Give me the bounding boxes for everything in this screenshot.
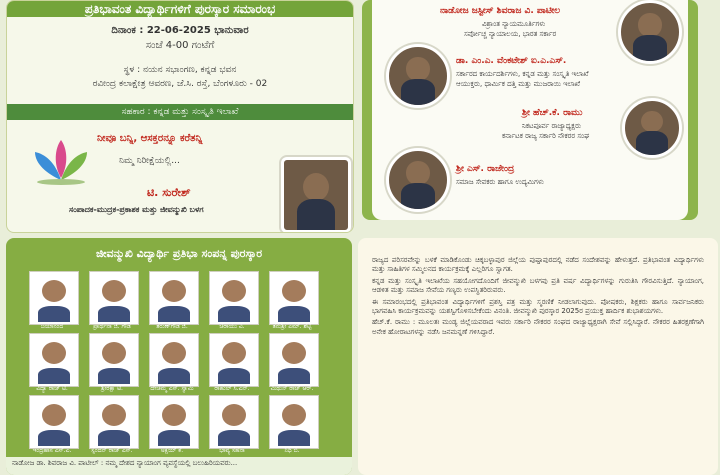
student-name: ತರುಣ್‌ಗೌಡ ಜಿ.: [156, 323, 188, 330]
guest-2-title-2: ಆಯುಕ್ತರು, ಧಾರ್ಮಿಕ ದತ್ತಿ ಮತ್ತು ಮುಜರಾಯಿ ಇಲಾಖೆ: [456, 80, 581, 88]
venue-line-2: ರವೀಂದ್ರ ಕಲಾಕ್ಷೇತ್ರ ಆವರಣ, ಜೆ.ಸಿ. ರಸ್ತೆ, ಬೆಂಗಳೂರು - 02: [92, 79, 268, 89]
guest-3-title-2: ಕರ್ನಾಟಕ ರಾಜ್ಯ ಸರ್ಕಾರಿ ನೌಕರರ ಸಂಘ: [502, 132, 590, 140]
host-photo: [281, 157, 351, 233]
student-name: ದೇಚಮ್ಮ ಎಸ್. ಸ್ವಾಮಿ: [150, 385, 194, 392]
host-title: ಸಂಪಾದಕ-ಮುದ್ರಕ-ಪ್ರಕಾಶಕ ಮತ್ತು ಜೀವನ್ಮುಖಿ ಬಳಗ: [69, 205, 204, 214]
student-photo: [210, 396, 258, 448]
article-paragraph: ರಾಜ್ಯದ ಪರಿಸರವೇನ್ನು ಬಳಕೆ ಮಾಡಿಕೊಂಡು ಚಿಕ್ಕಬಳ್ಳಾಪುರ ಜಿಲ್ಲೆಯ ಪುಷ್ಪಾಪುರದಲ್ಲಿ ನಡೆದ ಸಂದೇಶವನ್ನು ಹೇಳುತ್ತದೆ. ಪ್ರತಿಭಾವಂತ ವಿದ್ಯಾರ್ಥಿಗಳು ಮತ್ತು ಸಾಹಿತಿಗಳ ಸಮ್ಮಿಲನದ ಕಾರ್ಯಕ್ರಮಕ್ಕೆ ಎಲ್ಲರಿಗೂ ಸ್ವಾಗತ.: [372, 256, 704, 274]
student-photo: [90, 272, 138, 324]
guest-4-title-1: ಸಮಾಜ ಸೇವಕರು ಹಾಗೂ ಉದ್ಯಮಿಗಳು: [456, 178, 544, 186]
event-header: ಪ್ರತಿಭಾವಂತ ವಿದ್ಯಾರ್ಥಿಗಳಿಗೆ ಪುರಸ್ಕಾರ ಸಮಾರಂಭ: [7, 1, 353, 17]
article-body: [372, 256, 704, 339]
student-name: ಪ್ರಾರ್ಥನಾ ಜಿ. ಗೌಡ: [93, 323, 131, 330]
article-paragraph: ಹೆಚ್.ಕೆ. ರಾಮು : ಮೂಲತಃ ಮಂಡ್ಯ ಜಿಲ್ಲೆಯವರಾದ ಇವರು ಸರ್ಕಾರಿ ನೌಕರರ ಸಂಘದ ರಾಜ್ಯಾಧ್ಯಕ್ಷರಾಗಿ ಸೇವೆ ಸಲ್ಲಿಸಿದ್ದಾರೆ. ನೌಕರರ ಹಿತರಕ್ಷಣೆಗಾಗಿ ಅನೇಕ ಹೋರಾಟಗಳನ್ನು ನಡೆಸಿ ಜನಮನ್ನಣೆ ಗಳಿಸಿದ್ದಾರೆ.: [372, 318, 704, 336]
invitation-panel: [6, 0, 354, 233]
lotus-logo-icon: [29, 134, 93, 186]
student-photo: [150, 396, 198, 448]
student-name: ಶ್ರೀರಕ್ಷಾ ಟಿ.: [101, 385, 123, 392]
guest-1-title-2: ಸರ್ವೋಚ್ಚ ನ್ಯಾಯಾಲಯ, ಭಾರತ ಸರ್ಕಾರ: [464, 30, 557, 38]
guests-panel: [362, 0, 698, 220]
student-name: ಮಿಥುನ್ ರಾಜ್ ಆರ್.: [270, 385, 314, 392]
invite-line: ನೀವೂ ಬನ್ನಿ, ಆಸಕ್ತರನ್ನೂ ಕರೆತನ್ನಿ: [97, 133, 203, 144]
student-name: ಸ್ಪಂದನ್ ರಾಜ್ ಎಸ್.: [91, 447, 133, 454]
student-photo: [210, 272, 258, 324]
article-paragraph: ಈ ಸಮಾರಂಭದಲ್ಲಿ ಪ್ರತಿಭಾವಂತ ವಿದ್ಯಾರ್ಥಿಗಳಿಗೆ ಪ್ರಶಸ್ತಿ ಪತ್ರ ಮತ್ತು ಸ್ಮರಣಿಕೆ ನೀಡಲಾಗುವುದು. ಪೋಷಕರು, ಶಿಕ್ಷಕರು ಹಾಗೂ ಸಾರ್ವಜನಿಕರು ಭಾಗವಹಿಸಿ ಕಾರ್ಯಕ್ರಮವನ್ನು ಯಶಸ್ವಿಗೊಳಿಸಬೇಕೆಂದು ವಿನಂತಿ. ಜೀವನ್ಮುಖಿ ಪುರಸ್ಕಾರ 2025ರ ಪ್ರಯುಕ್ತ ಹಾರ್ದಿಕ ಶುಭಾಶಯಗಳು.: [372, 297, 704, 316]
guest-4-photo: [386, 148, 450, 212]
guest-4-name: ಶ್ರೀ ಎಸ್. ರಾಜೇಂದ್ರ: [456, 164, 515, 174]
student-photo: [270, 272, 318, 324]
guest-1-name: ನಾಡೋಜ ಜಸ್ಟೀಸ್ ಶಿವರಾಜ ವಿ. ಪಾಟೀಲ: [440, 6, 561, 16]
event-time: ಸಂಜೆ 4-00 ಗಂಟೆಗೆ: [145, 40, 215, 51]
guest-1-title-1: ವಿಶ್ರಾಂತ ನ್ಯಾಯಮೂರ್ತಿಗಳು: [482, 20, 546, 28]
event-date: ದಿನಾಂಕ : 22-06-2025 ಭಾನುವಾರ: [111, 25, 249, 36]
student-photo: [150, 272, 198, 324]
student-photo: [210, 334, 258, 386]
guest-1-photo: [618, 0, 682, 64]
venue-line-1: ಸ್ಥಳ : ನಯನ ಸಭಾಂಗಣ, ಕನ್ನಡ ಭವನ: [123, 65, 237, 75]
student-name: ಜಯಾನಂದ: [40, 323, 64, 330]
guest-2-title-1: ಸರ್ಕಾರದ ಕಾರ್ಯದರ್ಶಿಗಳು, ಕನ್ನಡ ಮತ್ತು ಸಂಸ್ಕೃತಿ ಇಲಾಖೆ: [456, 70, 589, 78]
student-name: ತನುಶ್ರೀ ಎಮ್. ಶೆಟ್ಟಿ: [272, 323, 312, 330]
support-band: ಸಹಕಾರ : ಕನ್ನಡ ಮತ್ತು ಸಂಸ್ಕೃತಿ ಇಲಾಖೆ: [7, 104, 353, 120]
host-name: ಟಿ. ಸುರೇಶ್: [147, 186, 191, 199]
expect-line: ನಿಮ್ಮ ನಿರೀಕ್ಷೆಯಲ್ಲಿ...: [119, 156, 180, 166]
student-name: ಭಾವ್ಯ ಸಹನಾ: [219, 447, 245, 454]
guest-3-photo: [622, 98, 682, 158]
guest-3-title-1: ನಿಕಟಪೂರ್ವ ರಾಜ್ಯಾಧ್ಯಕ್ಷರು: [522, 122, 582, 130]
student-photo: [270, 334, 318, 386]
student-photo: [270, 396, 318, 448]
student-name: ನಿಧಿ ಬಿ.: [284, 447, 300, 454]
student-name: ಚಿರಾಯು ವಿ.: [219, 323, 245, 330]
student-name: ಇಂದ್ರಹಾಸ ಎಸ್.ಎ.: [32, 447, 72, 454]
student-photo: [150, 334, 198, 386]
student-name: ಅಕ್ಷಯ್ ಕೆ.: [160, 447, 184, 454]
article-panel: [358, 238, 718, 475]
student-name: ವಿದ್ಯಾ ರಾಜ್ ಟಿ.: [36, 385, 68, 392]
student-name: ರಾಹುಲ್ ಸಿ.ಎನ್.: [214, 385, 250, 392]
student-photo: [30, 396, 78, 448]
guest-3-name: ಶ್ರೀ ಹೆಚ್.ಕೆ. ರಾಮು: [522, 108, 583, 118]
guest-2-name: ಡಾ. ಎಂ.ಎ. ವೆಂಕಟೇಶ್ ಐ.ಎ.ಎಸ್.: [456, 56, 567, 66]
students-header: ಜೀವನ್ಮುಖಿ ವಿದ್ಯಾರ್ಥಿ ಪ್ರತಿಭಾ ಸಂಪನ್ನ ಪುರಸ್ಕಾರ: [95, 247, 263, 260]
student-photo: [90, 334, 138, 386]
students-panel: [6, 238, 352, 475]
article-paragraph: ಕನ್ನಡ ಮತ್ತು ಸಂಸ್ಕೃತಿ ಇಲಾಖೆಯ ಸಹಯೋಗದೊಂದಿಗೆ ಜೀವನ್ಮುಖಿ ಬಳಗವು ಪ್ರತಿ ವರ್ಷ ವಿದ್ಯಾರ್ಥಿಗಳನ್ನು ಗುರುತಿಸಿ ಗೌರವಿಸುತ್ತಿದೆ. ನ್ಯಾಯಾಂಗ, ಆಡಳಿತ ಮತ್ತು ಸಮಾಜ ಸೇವೆಯ ಗಣ್ಯರು ಉಪಸ್ಥಿತರಿರುವರು.: [372, 276, 704, 295]
student-photo: [90, 396, 138, 448]
student-photo: [30, 334, 78, 386]
student-photo: [30, 272, 78, 324]
guest-2-photo: [386, 44, 450, 108]
footer-note: ನಾಡೋಜ ಡಾ. ಶಿವರಾಜ ವಿ. ಪಾಟೀಲ್ : ನಮ್ಮ ದೇಶದ ನ್ಯಾಯಾಂಗ ವ್ಯವಸ್ಥೆಯಲ್ಲಿ ಬಲುಹಿರಿಯವರು...: [6, 457, 352, 475]
